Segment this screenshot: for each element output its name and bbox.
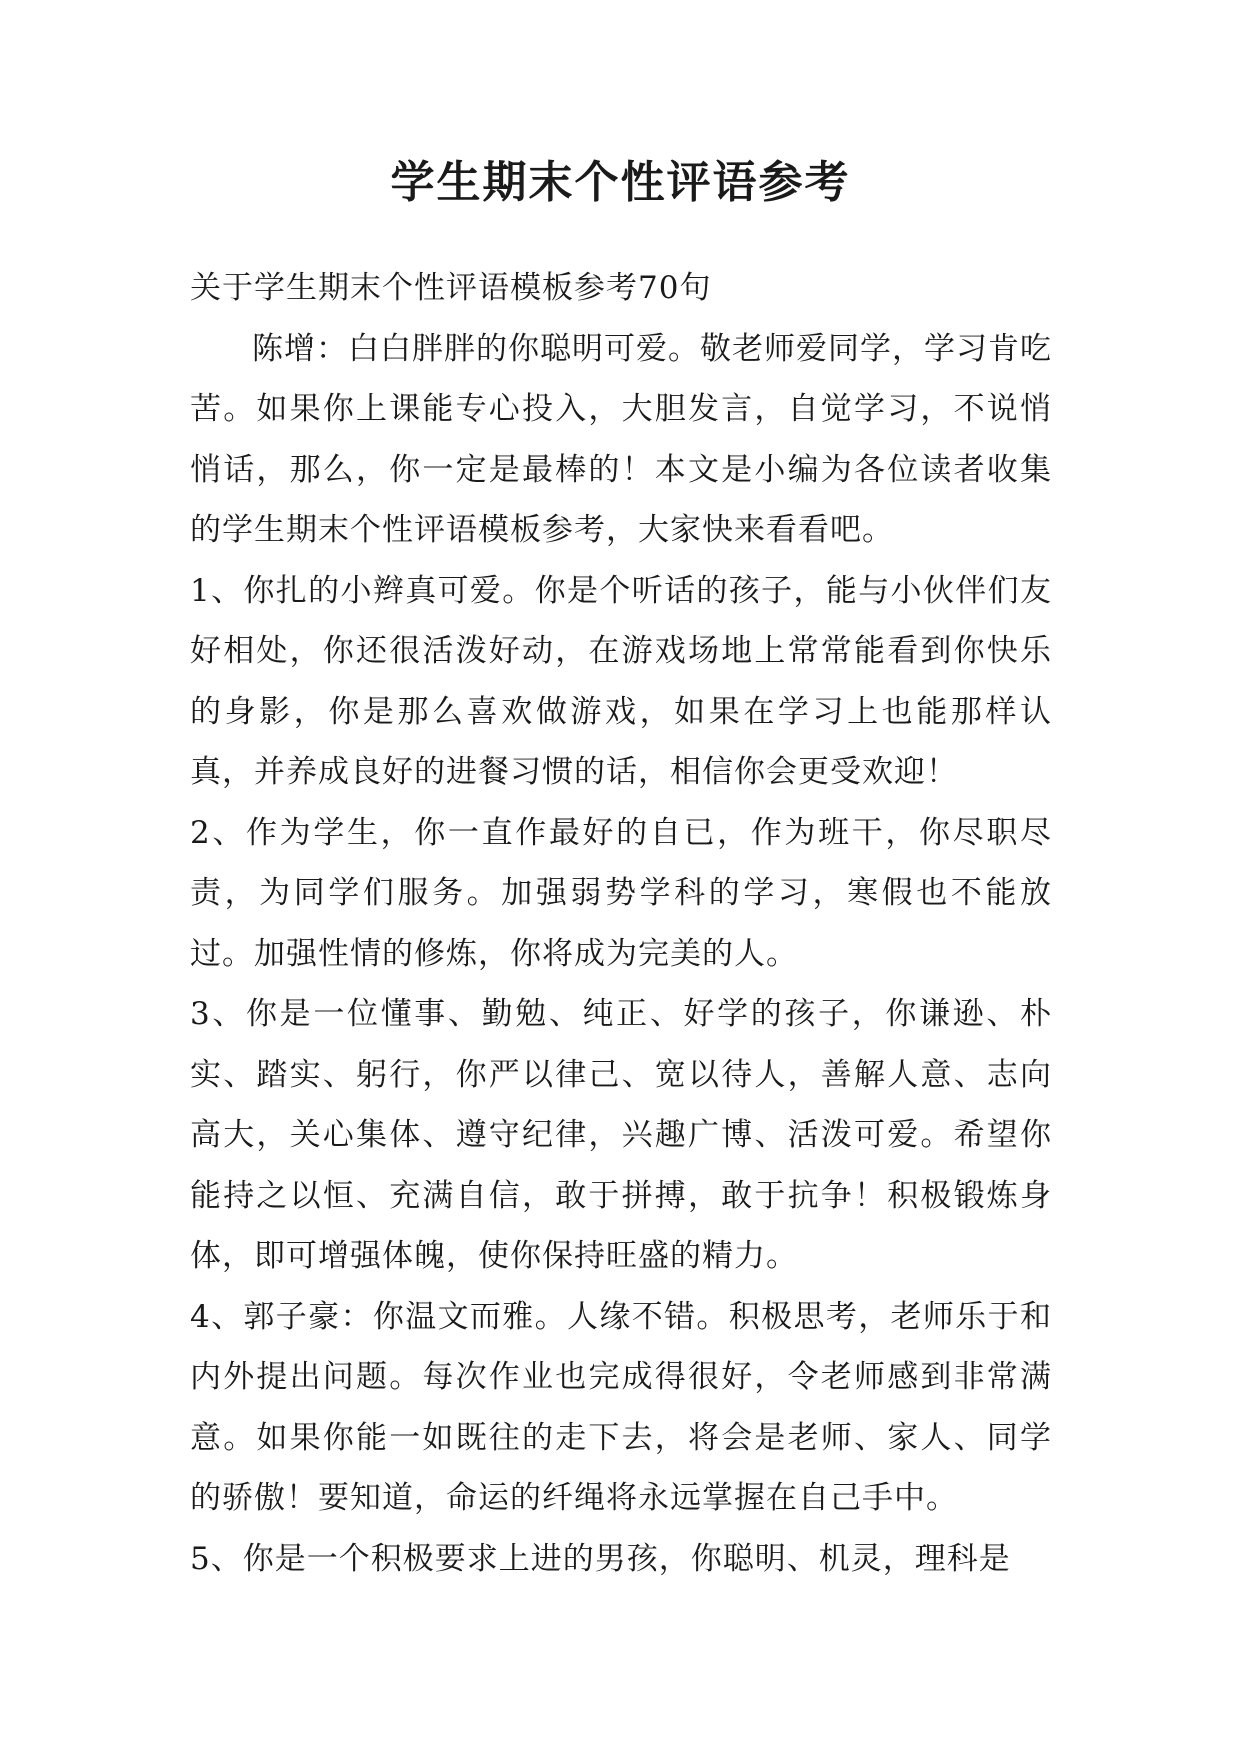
comment-paragraph-5: 5、你是一个积极要求上进的男孩，你聪明、机灵，理科是 — [190, 1540, 1011, 1577]
comment-paragraph-2: 2、作为学生，你一直作最好的自已，作为班干，你尽职尽责，为同学们服务。加强弱势学科的学习，寒假也不能放过。加强性情的修炼，你将成为完美的人。 — [190, 814, 1052, 972]
intro-paragraph: 陈增：白白胖胖的你聪明可爱。敬老师爱同学，学习肯吃苦。如果你上课能专心投入，大胆发言，自觉学习，不说悄悄话，那么，你一定是最棒的！本文是小编为各位读者收集的学生期末个性评语模板参考，大家快来看看吧。 — [190, 330, 1052, 548]
document-subtitle: 关于学生期末个性评语模板参考70句 — [190, 270, 712, 306]
document-body — [190, 258, 1052, 1589]
comment-paragraph-3: 3、你是一位懂事、勤勉、纯正、好学的孩子，你谦逊、朴实、踏实、躬行，你严以律己、宽以待人，善解人意、志向高大，关心集体、遵守纪律，兴趣广博、活泼可爱。希望你能持之以恒、充满自信，敢于拼搏，敢于抗争！积极锻炼身体，即可增强体魄，使你保持旺盛的精力。 — [190, 996, 1052, 1274]
document-title: 学生期末个性评语参考 — [390, 157, 851, 208]
comment-paragraph-1: 1、你扎的小辫真可爱。你是个听话的孩子，能与小伙伴们友好相处，你还很活泼好动，在游戏场地上常常能看到你快乐的身影，你是那么喜欢做游戏，如果在学习上也能那样认真，并养成良好的进餐习惯的话，相信你会更受欢迎！ — [190, 572, 1052, 790]
comment-paragraph-4: 4、郭子豪：你温文而雅。人缘不错。积极思考，老师乐于和内外提出问题。每次作业也完成得很好，令老师感到非常满意。如果你能一如既往的走下去，将会是老师、家人、同学的骄傲！要知道，命运的纤绳将永远掌握在自己手中。 — [190, 1298, 1052, 1516]
